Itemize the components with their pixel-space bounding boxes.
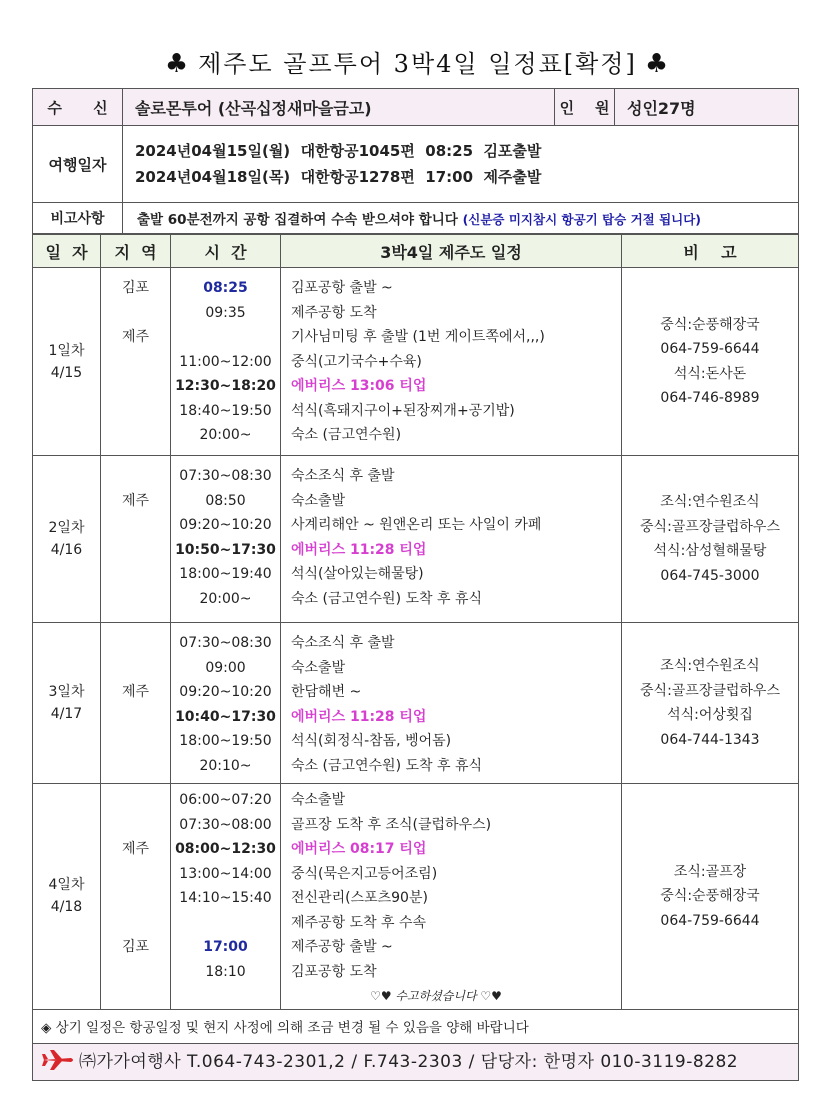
time-cell: 09:20~10:20 <box>179 517 272 533</box>
schedule-item: 제주공항 도착 후 수속 <box>291 914 427 931</box>
region-cell: 김포 <box>121 939 150 955</box>
day-number: 2일차 <box>48 520 85 536</box>
remark-value <box>123 203 799 234</box>
note-line: 064-745-3000 <box>660 567 760 584</box>
time-cell: 12:30~18:20 <box>175 378 276 394</box>
schedule-header <box>33 235 799 268</box>
region-cell <box>101 464 170 489</box>
region-column <box>101 268 171 456</box>
schedule-item: 석식(흑돼지구이+된장찌개+공기밥) <box>291 402 515 419</box>
schedule-column <box>281 268 622 456</box>
region-cell: 김포 <box>121 280 150 296</box>
people-label: 인 원 <box>555 89 615 126</box>
region-cell <box>101 862 170 887</box>
footnote: ◈ 상기 일정은 항공일정 및 현지 사정에 의해 조금 변경 될 수 있음을 양해 바랍니다 <box>33 1009 799 1043</box>
header-time: 시 간 <box>171 235 281 268</box>
schedule-item: 석식(회정식-참돔, 벵어돔) <box>291 733 452 749</box>
tee-time-item: 에버리스 08:17 티업 <box>291 841 427 857</box>
time-cell: 13:00~14:00 <box>179 865 272 882</box>
time-cell: 08:00~12:30 <box>175 841 276 857</box>
club-icon: ♣ <box>164 49 191 79</box>
region-cell <box>101 911 170 936</box>
time-cell: 20:00~ <box>199 427 252 443</box>
recipient-value: 솔로몬투어 (산곡십정새마을금고) <box>123 89 555 126</box>
time-cell: 10:40~17:30 <box>175 708 276 725</box>
travel-date-label: 여행일자 <box>33 126 123 203</box>
schedule-item: 중식(고기국수+수육) <box>291 353 422 370</box>
time-cell: 06:00~07:20 <box>179 792 272 808</box>
note-line: 064-744-1343 <box>660 731 760 748</box>
note-line: 064-746-8989 <box>660 390 760 406</box>
note-line: 중식:순풍해장국 <box>660 888 760 904</box>
header-schedule: 3박4일 제주도 일정 <box>281 235 622 268</box>
schedule-column <box>281 456 622 623</box>
region-column <box>101 623 171 784</box>
return-flight: 2024년04월18일(목) 대한항공1278편 17:00 제주출발 <box>135 168 542 186</box>
time-cell: 20:00~ <box>199 590 252 607</box>
day-label <box>33 623 101 784</box>
time-cell <box>171 911 280 936</box>
schedule-item: 전신관리(스포츠90분) <box>291 890 428 906</box>
schedule-item: 숙소조식 후 출발 <box>291 635 395 651</box>
schedule-item: 중식(묵은지고등어조림) <box>291 865 438 882</box>
schedule-table <box>32 234 799 1081</box>
schedule-item: 제주공항 도착 <box>291 304 377 321</box>
note-line: 중식:골프장클럽하우스 <box>640 682 780 699</box>
club-icon: ♣ <box>644 49 671 79</box>
region-cell <box>101 301 170 326</box>
time-cell: 18:00~19:50 <box>179 733 272 749</box>
schedule-column <box>281 623 622 784</box>
time-cell: 18:10 <box>205 963 246 980</box>
day-date: 4/16 <box>50 542 83 558</box>
schedule-item: 제주공항 출발 ~ <box>291 939 393 955</box>
remark-label: 비고사항 <box>33 203 123 234</box>
schedule-column <box>281 784 622 1010</box>
schedule-item: 숙소출발 <box>291 792 346 808</box>
note-line: 조식:연수원조식 <box>660 658 760 674</box>
day-date: 4/18 <box>50 899 83 916</box>
time-column <box>171 268 281 456</box>
schedule-item: 김포공항 도착 <box>291 963 377 980</box>
time-cell: 20:10~ <box>199 757 252 774</box>
agency-footer <box>33 1043 799 1080</box>
time-cell: 18:00~19:40 <box>179 566 272 582</box>
note-line: 석식:돈사돈 <box>673 365 747 382</box>
time-column <box>171 784 281 1010</box>
travel-dates <box>123 126 799 203</box>
agency-contact: ㈜가가여행사 T.064-743-2301,2 / F.743-2303 / 담당자: 한명자 010-3119-8282 <box>79 1052 739 1073</box>
title-text: 제주도 골프투어 3박4일 일정표[확정] <box>198 50 637 78</box>
day-number: 1일차 <box>48 342 85 359</box>
region-cell <box>101 813 170 838</box>
remark-text: 출발 60분전까지 공항 집결하여 수속 받으셔야 합니다 <box>137 212 458 228</box>
region-cell: 제주 <box>121 841 150 857</box>
day-block <box>33 268 799 456</box>
time-cell: 08:50 <box>205 492 246 509</box>
note-line: 064-759-6644 <box>660 341 760 357</box>
remark-warning: (신분증 미지참시 항공기 탑승 거절 됩니다) <box>462 212 702 227</box>
note-line: 조식:연수원조식 <box>660 494 760 510</box>
time-cell: 14:10~15:40 <box>179 890 272 906</box>
closing-message: ♡♥ 수고하셨습니다 ♡♥ <box>370 989 502 1003</box>
time-cell: 17:00 <box>203 939 248 955</box>
note-line: 석식:어상횟집 <box>667 707 753 723</box>
note-line: 석식:삼성혈해물탕 <box>653 543 767 559</box>
note-column <box>622 456 799 623</box>
page-title <box>0 44 835 79</box>
schedule-item: 숙소 (금고연수원) 도착 후 휴식 <box>291 590 483 607</box>
schedule-item: 골프장 도착 후 조식(클럽하우스) <box>291 816 492 833</box>
time-cell: 08:25 <box>203 280 248 296</box>
day-number: 3일차 <box>48 684 85 700</box>
region-cell: 제주 <box>121 492 150 509</box>
region-column <box>101 456 171 623</box>
region-cell: 제주 <box>121 329 150 345</box>
region-cell <box>101 656 170 681</box>
header-day: 일 자 <box>33 235 101 268</box>
time-cell: 07:30~08:00 <box>179 816 272 833</box>
day-number: 4일차 <box>48 877 85 894</box>
note-column <box>622 623 799 784</box>
day-label <box>33 268 101 456</box>
note-line: 조식:골프장 <box>673 863 747 880</box>
day-date: 4/17 <box>50 706 83 722</box>
region-cell <box>101 631 170 656</box>
day-block <box>33 456 799 623</box>
day-date: 4/15 <box>50 364 83 381</box>
info-table <box>32 88 799 234</box>
schedule-item: 숙소출발 <box>291 659 346 676</box>
day-block <box>33 784 799 1010</box>
note-line: 064-759-6644 <box>660 912 760 929</box>
note-line: 중식:순풍해장국 <box>660 316 760 333</box>
note-line: 중식:골프장클럽하우스 <box>640 518 780 535</box>
schedule-item: 숙소조식 후 출발 <box>291 468 395 484</box>
people-value: 성인27명 <box>615 89 799 126</box>
region-column <box>101 784 171 1010</box>
schedule-item: 숙소 (금고연수원) <box>291 427 402 443</box>
schedule-item: 김포공항 출발 ~ <box>291 280 393 296</box>
departure-flight: 2024년04월15일(월) 대한항공1045편 08:25 김포출발 <box>135 142 542 160</box>
day-block <box>33 623 799 784</box>
time-cell <box>171 325 280 350</box>
time-cell: 10:50~17:30 <box>175 541 276 558</box>
schedule-item: 석식(살아있는해물탕) <box>291 566 424 582</box>
region-cell <box>101 788 170 813</box>
time-cell: 11:00~12:00 <box>179 353 272 370</box>
schedule-item: 한담해변 ~ <box>291 684 362 700</box>
header-note: 비 고 <box>622 235 799 268</box>
schedule-item: 숙소 (금고연수원) 도착 후 휴식 <box>291 757 483 774</box>
time-cell: 18:40~19:50 <box>179 402 272 419</box>
tee-time-item: 에버리스 13:06 티업 <box>291 378 427 394</box>
tee-time-item: 에버리스 11:28 티업 <box>291 708 427 725</box>
schedule-item: 숙소출발 <box>291 492 346 509</box>
schedule-item: 사계리해안 ~ 원앤온리 또는 사일이 카페 <box>291 517 542 533</box>
tee-time-item: 에버리스 11:28 티업 <box>291 541 427 558</box>
time-column <box>171 623 281 784</box>
time-cell: 07:30~08:30 <box>179 468 272 484</box>
recipient-label: 수 신 <box>33 89 123 126</box>
note-column <box>622 268 799 456</box>
airplane-icon <box>41 1049 75 1076</box>
region-cell: 제주 <box>121 684 150 700</box>
schedule-item: 기사님미팅 후 출발 (1번 게이트쪽에서,,,) <box>291 329 545 345</box>
time-cell: 09:35 <box>205 304 246 321</box>
time-cell: 09:20~10:20 <box>179 684 272 700</box>
itinerary-sheet <box>32 88 798 1081</box>
time-cell: 09:00 <box>205 659 246 676</box>
note-column <box>622 784 799 1010</box>
header-region: 지 역 <box>101 235 171 268</box>
day-label <box>33 784 101 1010</box>
time-column <box>171 456 281 623</box>
region-cell <box>101 886 170 911</box>
day-label <box>33 456 101 623</box>
time-cell: 07:30~08:30 <box>179 635 272 651</box>
